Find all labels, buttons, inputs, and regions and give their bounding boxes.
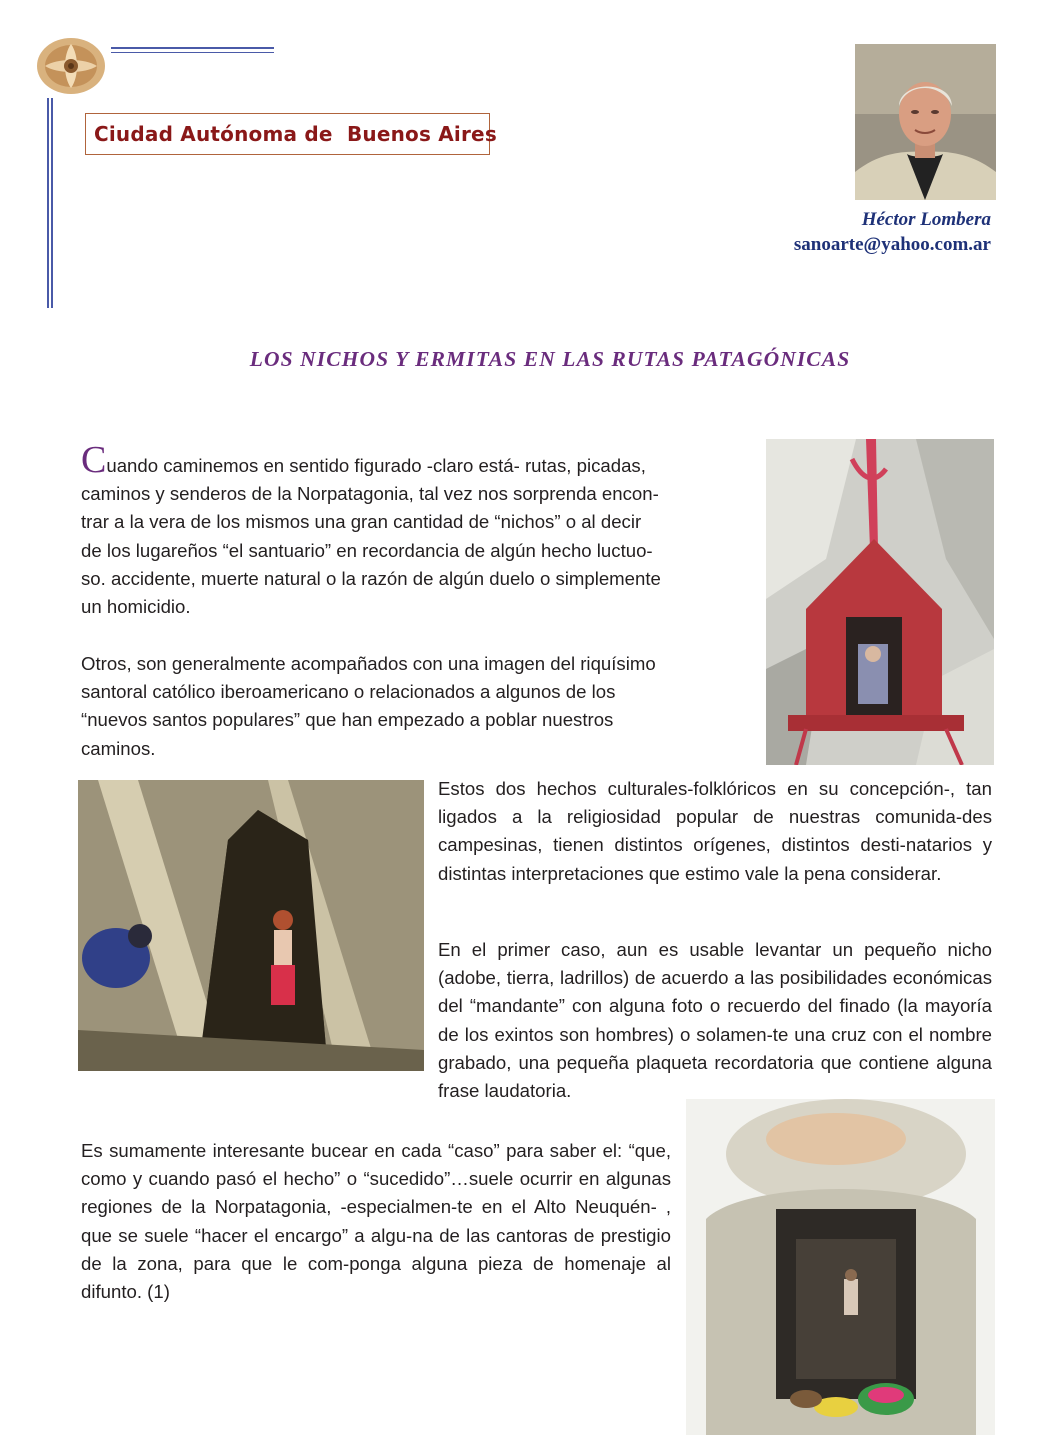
fourth-paragraph: En el primer caso, aun es usable levantar un pequeño nicho (adobe, tierra, ladrillos) de acuerdo a las posibilidades económicas del “mandante” con alguna foto o recuerdo del finado (la mayoría de los exintos son hombres) o solamen-te una cruz con el nombre grabado, una pequeña plaqueta recordatoria que contiene alguna frase laudatoria. (438, 939, 992, 1102)
para2-line: “nuevos santos populares” que han empezado a poblar nuestros (81, 709, 614, 731)
stone-niche-photo (686, 1099, 995, 1435)
author-email[interactable]: sanoarte@yahoo.com.ar (793, 234, 991, 255)
author-name: Héctor Lombera (861, 209, 991, 230)
para2-line: Otros, son generalmente acompañados con una imagen del riquísimo (81, 653, 656, 674)
side-rule (47, 98, 57, 308)
intro-line: caminos y senderos de la Norpatagonia, tal vez nos sorprenda encon- (81, 483, 659, 505)
location-text: Ciudad Autónoma de Buenos Aires (94, 122, 497, 146)
intro-line: so. accidente, muerte natural o la razón de algún duelo o simplemente (81, 567, 661, 589)
grotto-photo (78, 780, 424, 1071)
intro-line-1 (81, 439, 761, 481)
fifth-paragraph: Es sumamente interesante bucear en cada “caso” para saber el: “que, como y cuando pasó el hecho” o “sucedido”…suele ocurrir en algunas regiones de la Norpatagonia, -especialmen-te en el Alto Neuquén- , que se suele “hacer el encargo” a algu-na de las cantoras de prestigio de la zona, para que le com-ponga alguna pieza de homenaje al difunto. (1) (81, 1140, 671, 1303)
article-title: LOS NICHOS Y ERMITAS EN LAS RUTAS PATAGÓNICAS (249, 347, 851, 371)
intro-paragraph (81, 439, 761, 621)
second-paragraph (81, 650, 761, 763)
intro-line: de los lugareños “el santuario” en recordancia de algún hecho luctuo- (81, 539, 653, 561)
header-rule (111, 47, 274, 57)
para2-line: caminos. (81, 737, 156, 759)
intro-line-text: uando caminemos en sentido figurado -claro está- rutas, picadas, (106, 455, 646, 476)
location-label (85, 113, 497, 155)
drop-cap: C (81, 439, 107, 481)
intro-line: trar a la vera de los mismos una gran cantidad de “nichos” o al decir (81, 511, 642, 533)
author-portrait (855, 44, 996, 200)
para2-line: santoral católico iberoamericano o relacionados a algunos de los (81, 681, 616, 703)
author-credit (794, 207, 991, 257)
intro-line: un homicidio. (81, 596, 191, 618)
third-paragraph: Estos dos hechos culturales-folklóricos en su concepción-, tan ligados a la religiosidad popular de nuestras comunida-des campesinas, tienen distintos orígenes, distintos desti-natarios y distintas interpretaciones que estimo vale la pena considerar. (438, 778, 992, 884)
shell-logo-icon (33, 35, 107, 97)
shrine-photo (766, 439, 994, 765)
